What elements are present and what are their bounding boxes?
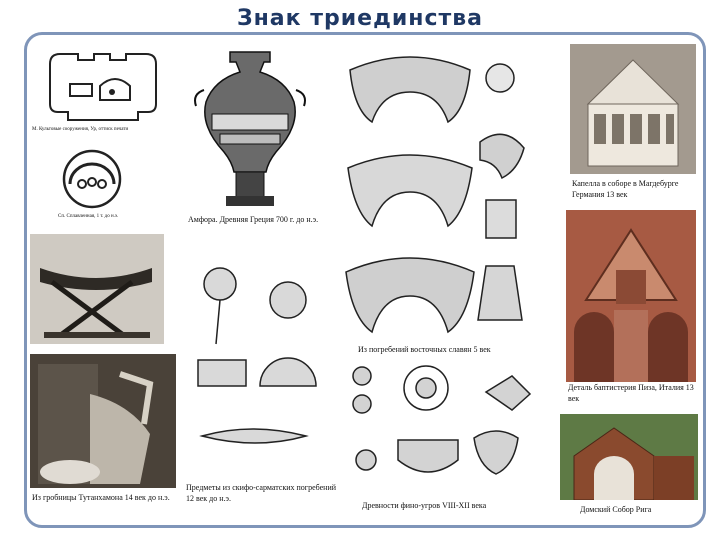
scythian-objects-drawing [188, 260, 324, 460]
pisa-caption: Деталь баптистерия Пиза, Италия 13 век [568, 383, 694, 403]
magdeburg-caption: Капелла в соборе в Магдебурге Германия 13 век [572, 179, 679, 199]
slavic-lunula-images [340, 50, 526, 340]
three-dots-arc-drawing [52, 148, 132, 210]
small-note-2: Сп. Сплавленная, 1 т. до н.э. [58, 214, 119, 219]
ur-seal-drawing [30, 44, 170, 134]
amphora-caption: Амфора. Древняя Греция 700 г. до н.э. [188, 215, 319, 224]
finno-ugric-antiquities-drawing [346, 360, 556, 494]
tutankhamun-throne-photo [30, 354, 176, 488]
page-title: Знак триединства [236, 6, 484, 31]
scythian-caption: Предметы из скифо-сарматских погребений 12 век до н.э. [186, 483, 336, 503]
magdeburg-chapel-photo [570, 44, 696, 174]
riga-caption: Домский Собор Рига [580, 505, 652, 514]
burials-caption: Из погребений восточных славян 5 век [358, 345, 491, 354]
tutankhamun-stool-photo [30, 234, 164, 344]
pisa-baptistery-photo [566, 210, 696, 382]
small-note-1: М. Культовые сооружения, Ур, оттиск печати [32, 127, 129, 132]
tutankhamun-caption: Из гробницы Тутанхамона 14 век до н.э. [32, 493, 170, 502]
finno-ugric-caption: Древности фино-угров VIII-XII века [362, 501, 487, 510]
amphora-image [186, 46, 314, 212]
riga-dom-cathedral-photo [560, 414, 698, 500]
